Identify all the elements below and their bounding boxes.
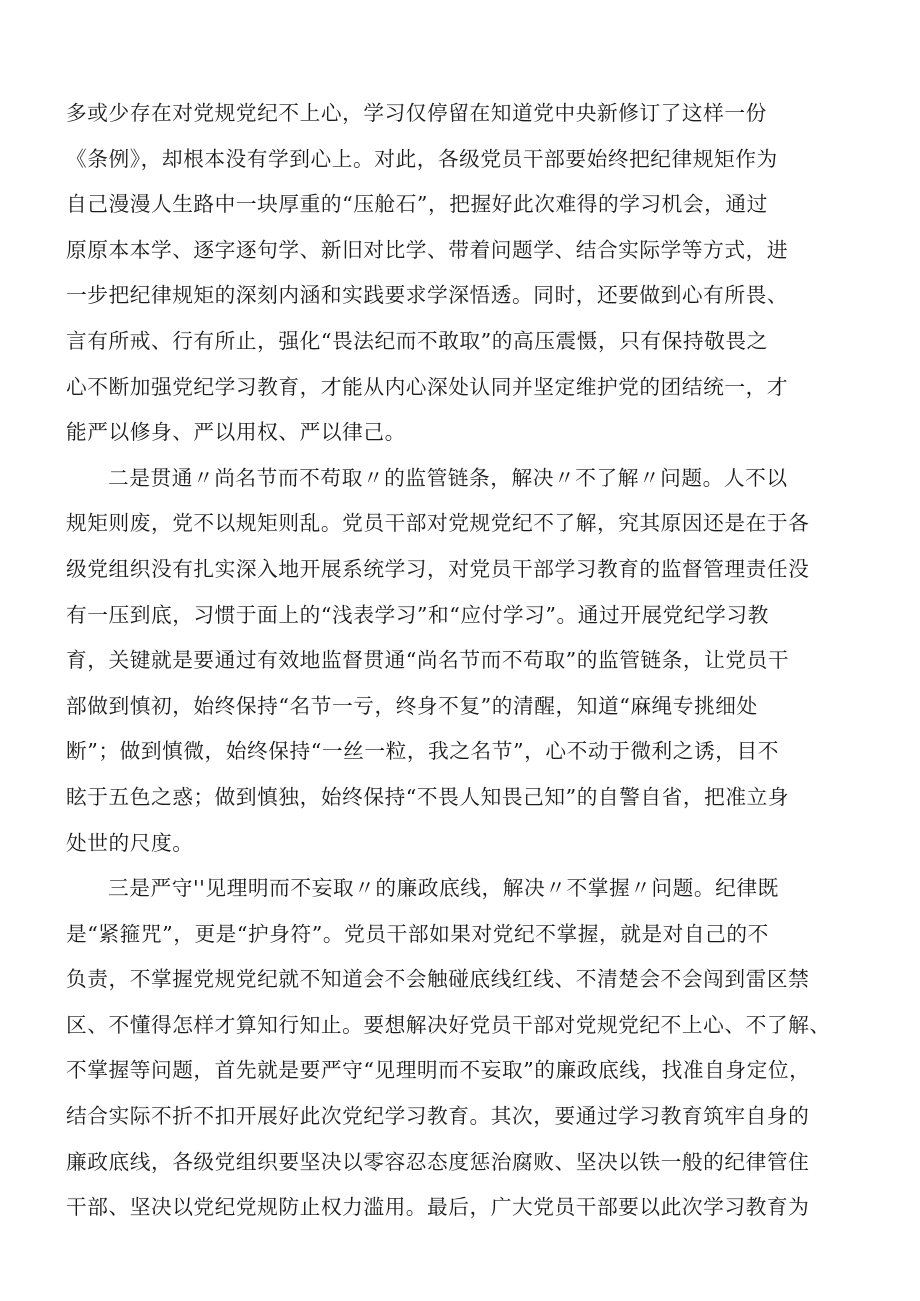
text-line: 规矩则废，党不以规矩则乱。党员干部对党规党纪不了解，究其原因还是在于各: [66, 511, 810, 536]
text-line: 部做到慎初，始终保持“名节一亏，终身不复”的清醒，知道“麻绳专挑细处: [66, 693, 758, 718]
text-line: 眩于五色之惑；做到慎独，始终保持“不畏人知畏己知”的自警自省，把准立身: [66, 784, 790, 809]
text-line: 是“紧箍咒”，更是“护身符”。党员干部如果对党纪不掌握，就是对自己的不: [66, 921, 769, 946]
text-line: 处世的尺度。: [66, 830, 194, 855]
text-line: 级党组织没有扎实深入地开展系统学习，对党员干部学习教育的监督管理责任没: [66, 556, 810, 581]
paragraph-continuation: [66, 91, 857, 456]
text-line: 二是贯通〃尚名节而不苟取〃的监管链条，解决〃不了解〃问题。人不以: [108, 465, 788, 490]
text-line: 自己漫漫人生路中一块厚重的“压舱石”，把握好此次难得的学习机会，通过: [66, 192, 768, 217]
paragraph-point-three: [66, 866, 857, 1231]
paragraph-point-two: [66, 456, 857, 866]
text-line: 三是严守''见理明而不妄取〃的廉政底线，解决〃不掌握〃问题。纪律既: [108, 876, 779, 901]
text-line: 多或少存在对党规党纪不上心，学习仅停留在知道党中央新修订了这样一份: [66, 101, 767, 125]
text-line: 言有所戒、行有所止，强化“畏法纪而不敢取”的高压震慑，只有保持敬畏之: [66, 328, 768, 353]
text-line: 干部、坚决以党纪党规防止权力滥用。最后，广大党员干部要以此次学习教育为: [66, 1195, 810, 1220]
text-line: 一步把纪律规矩的深刻内涵和实践要求学深悟透。同时，还要做到心有所畏、: [66, 283, 789, 308]
text-line: 心不断加强党纪学习教育，才能从内心深处认同并坚定维护党的团结统一，才: [66, 374, 789, 399]
text-line: 育，关键就是要通过有效地监督贯通“尚名节而不苟取”的监管链条，让党员干: [66, 648, 790, 673]
text-line: 能严以修身、严以用权、严以律己。: [66, 420, 406, 445]
text-line: 不掌握等问题，首先就是要严守“见理明而不妄取”的廉政底线，找准自身定位，: [66, 1058, 811, 1083]
text-line: 原原本本学、逐字逐句学、新旧对比学、带着问题学、结合实际学等方式，进: [66, 237, 789, 262]
text-line: 廉政底线，各级党组织要坚决以零容忍态度惩治腐败、坚决以铁一般的纪律管住: [66, 1149, 810, 1174]
text-line: 区、不懂得怎样才算知行知止。要想解决好党员干部对党规党纪不上心、不了解、: [66, 1012, 831, 1037]
text-line: 负责，不掌握党规党纪就不知道会不会触碰底线红线、不清楚会不会闯到雷区禁: [66, 967, 810, 992]
text-line: 结合实际不折不扣开展好此次党纪学习教育。其次，要通过学习教育筑牢自身的: [66, 1104, 810, 1129]
text-line: 断”；做到慎微，始终保持“一丝一粒，我之名节”，心不动于微利之诱，目不: [66, 739, 779, 764]
text-line: 《条例》，却根本没有学到心上。对此，各级党员干部要始终把纪律规矩作为: [66, 146, 778, 171]
text-line: 有一压到底，习惯于面上的“浅表学习”和“应付学习”。通过开展党纪学习教: [66, 602, 769, 627]
document-page: [66, 91, 857, 1231]
